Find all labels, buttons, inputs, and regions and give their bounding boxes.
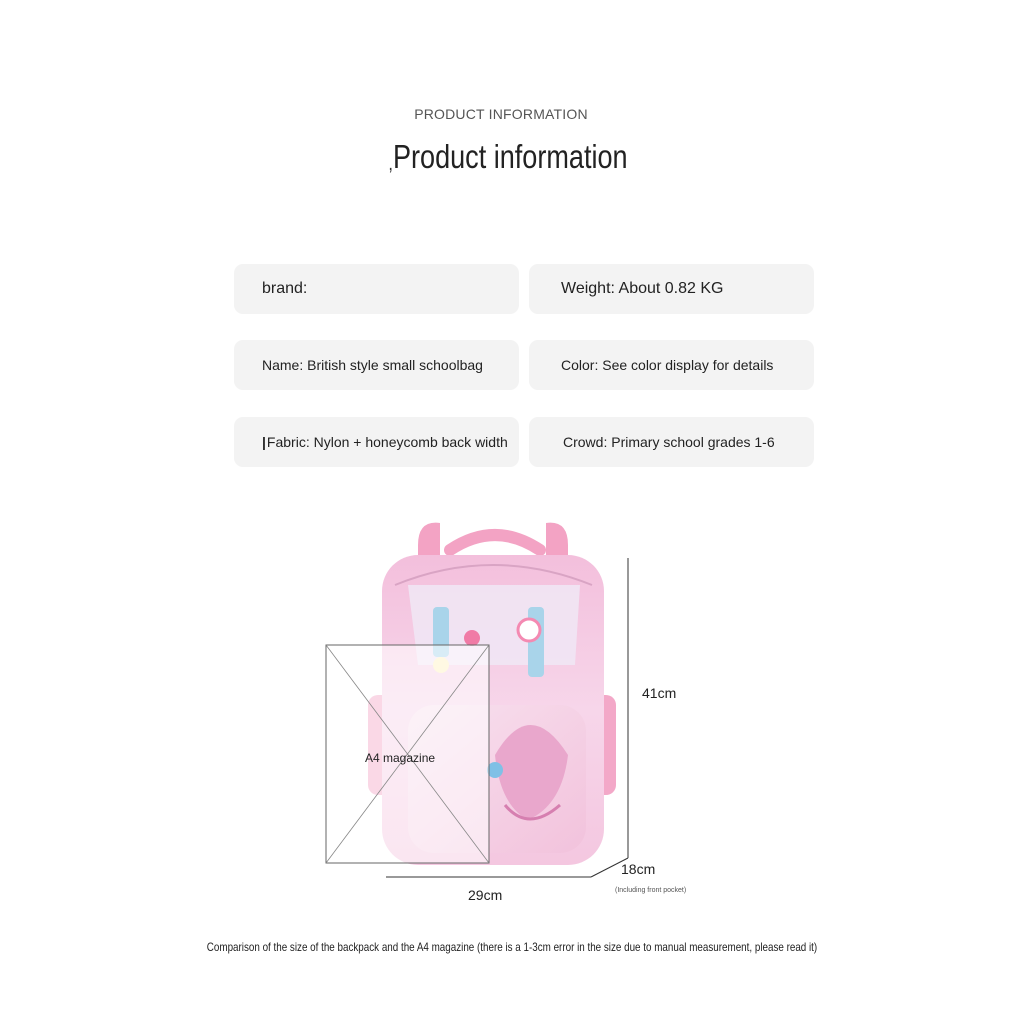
- depth-note: (Including front pocket): [615, 887, 687, 894]
- spec-color-text: Color: See color display for details: [561, 357, 774, 373]
- top-handle: [450, 535, 540, 550]
- spec-crowd-text: Crowd: Primary school grades 1-6: [563, 434, 775, 450]
- page-title-text: Product information: [392, 138, 628, 175]
- depth-label: 18cm: [621, 861, 656, 877]
- spec-weight: [529, 264, 814, 314]
- spec-fabric: [234, 417, 519, 467]
- spec-name-text: Name: British style small schoolbag: [262, 357, 483, 373]
- title-mark: ,: [388, 153, 393, 175]
- page-title: [91, 138, 924, 176]
- a4-label: A4 magazine: [365, 751, 436, 765]
- spec-brand: [234, 264, 519, 314]
- size-comparison-figure: [300, 515, 720, 915]
- height-label: 41cm: [642, 685, 677, 701]
- spec-weight-text: Weight: About 0.82 KG: [561, 280, 724, 297]
- spec-color: [529, 340, 814, 390]
- fabric-mark: |: [262, 434, 266, 450]
- spec-brand-text: brand:: [262, 280, 308, 297]
- backpack-illustration: [300, 515, 720, 915]
- spec-crowd: [529, 417, 814, 467]
- width-label: 29cm: [468, 887, 503, 903]
- spec-name: [234, 340, 519, 390]
- spec-fabric-text: Fabric: Nylon + honeycomb back width: [266, 434, 508, 450]
- section-subtitle: PRODUCT INFORMATION: [414, 106, 588, 122]
- figure-caption: Comparison of the size of the backpack and the A4 magazine (there is a 1-3cm error in the size due to manual measurement, please read it): [206, 940, 818, 954]
